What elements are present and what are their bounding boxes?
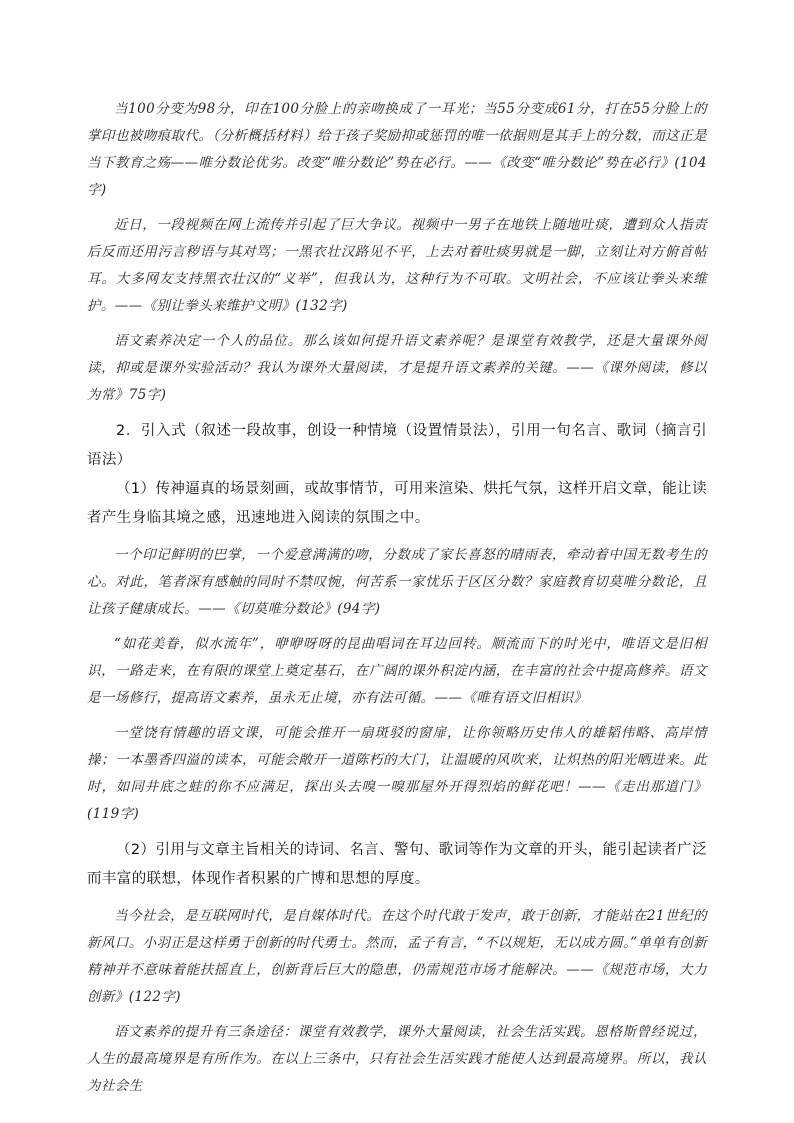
section-heading: 2．引入式（叙述一段故事，创设一种情境（设置情景法），引用一句名言、歌词（摘言引语法） [87, 423, 707, 468]
sample-paragraph: 一个印记鲜明的巴掌，一个爱意满满的吻，分数成了家长喜怒的晴雨表，牵动着中国无数考生的心。对此，笔者深有感触的同时不禁叹惋，何苦系一家忧乐于区区分数？家庭教育切莫唯分数论，且让孩子健康成长。——《切莫唯分数论》(94字) [87, 547, 707, 617]
sample-paragraph: 当100分变为98分，印在100分脸上的亲吻换成了一耳光；当55分变成61分，打在55分脸上的掌印也被吻痕取代。（分析概括材料）给于孩子奖励抑或惩罚的唯一依据则是其手上的分数，而这正是当下教育之殇——唯分数论优劣。改变“唯分数论”势在必行。——《改变“唯分数论”势在必行》(104字) [87, 101, 707, 198]
sample-paragraph: 语文素养的提升有三条途径：课堂有效教学，课外大量阅读，社会生活实践。恩格斯曾经说过，人生的最高境界是有所作为。在以上三条中，只有社会生活实践才能使人达到最高境界。所以，我认为社会生 [87, 1024, 707, 1094]
sample-paragraph: 语文素养决定一个人的品位。那么该如何提升语文素养呢？是课堂有效教学，还是大量课外阅读，抑或是课外实验活动？我认为课外大量阅读，才是提升语文素养的关键。——《课外阅读，修以为常》75字) [87, 333, 707, 403]
method-description: （1）传神逼真的场景刻画，或故事情节，可用来渲染、烘托气氛，这样开启文章，能让读者产生身临其境之感，迅速地进入阅读的氛围之中。 [87, 481, 707, 526]
sample-paragraph: “如花美眷，似水流年”，咿咿呀呀的昆曲唱词在耳边回转。顺流而下的时光中，唯语文是旧相识，一路走来，在有限的课堂上奠定基石，在广阔的课外积淀内涵，在丰富的社会中提高修养。语文是一场修行，提高语文素养，虽永无止境，亦有法可循。——《唯有语文旧相识》 [87, 636, 707, 706]
sample-paragraph: 当今社会，是互联网时代，是自媒体时代。在这个时代敢于发声，敢于创新，才能站在21世纪的新风口。小羽正是这样勇于创新的时代勇士。然而，孟子有言，“不以规矩，无以成方圆。”单单有创新精神并不意味着能扶摇直上，创新背后巨大的隐患，仍需规范市场才能解决。——《规范市场，大力创新》(122字) [87, 908, 707, 1005]
method-description: （2）引用与文章主旨相关的诗词、名言、警句、歌词等作为文章的开头，能引起读者广泛而丰富的联想，体现作者积累的广博和思想的厚度。 [87, 842, 707, 887]
sample-paragraph: 一堂饶有情趣的语文课，可能会推开一扇斑驳的窗扉，让你领略历史伟人的雄韬伟略、高岸情操；一本墨香四溢的读本，可能会敞开一道陈朽的大门，让温暖的风吹来，让炽热的阳光晒进来。此时，如同井底之蛙的你不应满足，探出头去嗅一嗅那屋外开得烈焰的鲜花吧！——《走出那道门》(119字) [87, 725, 707, 822]
sample-paragraph: 近日，一段视频在网上流传并引起了巨大争议。视频中一男子在地铁上随地吐痰，遭到众人指责后反而还用污言秽语与其对骂；一黑衣壮汉路见不平，上去对着吐痰男就是一脚，立刻让对方俯首帖耳。大多网友支持黑衣壮汉的“义举”，但我认为，这种行为不可取。文明社会，不应该让拳头来维护。——《别让拳头来维护文明》(132字) [87, 217, 707, 314]
